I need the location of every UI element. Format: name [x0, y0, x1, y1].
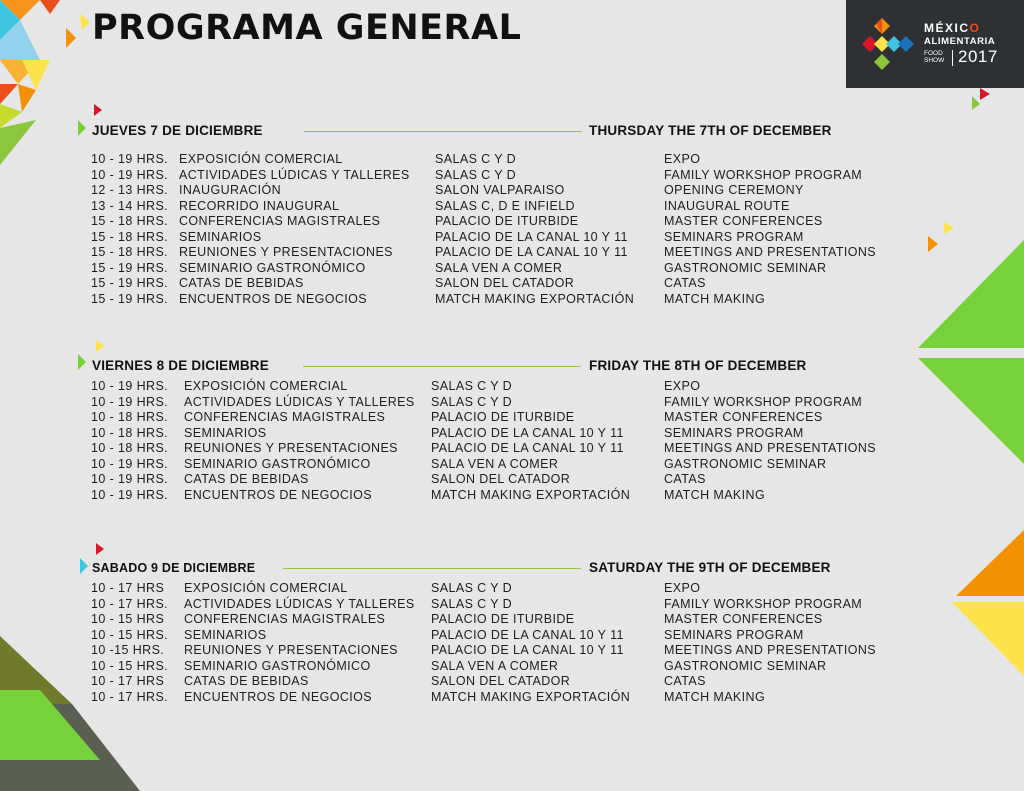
place-cell: PALACIO DE LA CANAL 10 Y 11: [431, 627, 624, 642]
time-cell: 10 - 19 HRS.: [91, 487, 169, 502]
event-es-cell: CATAS DE BEBIDAS: [184, 674, 309, 688]
time-cell: 10 - 19 HRS.: [91, 394, 169, 409]
event-en-cell: CATAS: [664, 674, 706, 688]
event-en-cell: MEETINGS AND PRESENTATIONS: [664, 245, 877, 259]
logo-food-show: FOOD SHOW: [924, 50, 945, 64]
event-en-cell: MATCH MAKING: [664, 689, 766, 704]
event-en-cell: INAUGURAL ROUTE: [664, 198, 790, 213]
place-cell: SALAS C Y D: [431, 379, 513, 393]
logo-year: 2017: [958, 47, 998, 66]
day-divider: [283, 568, 581, 569]
day-title-es: SABADO 9 DE DICIEMBRE: [92, 561, 256, 575]
event-es-cell: REUNIONES Y PRESENTACIONES: [184, 643, 398, 657]
time-cell: 10 - 18 HRS.: [91, 425, 169, 440]
place-cell: PALACIO DE ITURBIDE: [431, 410, 575, 424]
event-en-cell: CATAS: [664, 472, 706, 486]
event-es-cell: SEMINARIO GASTRONÓMICO: [184, 658, 371, 673]
logo-mark-icon: [862, 14, 918, 70]
time-cell: 15 - 19 HRS.: [91, 276, 169, 290]
place-cell: PALACIO DE LA CANAL 10 Y 11: [431, 441, 624, 455]
event-en-cell: EXPO: [664, 581, 701, 595]
event-es-cell: RECORRIDO INAUGURAL: [179, 198, 340, 213]
event-en-cell: MEETINGS AND PRESENTATIONS: [664, 441, 877, 455]
event-es-cell: CONFERENCIAS MAGISTRALES: [184, 410, 386, 424]
event-en-cell: FAMILY WORKSHOP PROGRAM: [664, 167, 863, 182]
place-cell: SALA VEN A COMER: [435, 260, 563, 275]
day-title-es: JUEVES 7 DE DICIEMBRE: [92, 123, 263, 138]
time-cell: 10 - 15 HRS.: [91, 627, 169, 642]
event-es-cell: SEMINARIO GASTRONÓMICO: [179, 260, 366, 275]
event-es-cell: SEMINARIOS: [184, 627, 267, 642]
event-es-cell: ACTIVIDADES LÚDICAS Y TALLERES: [179, 167, 410, 182]
day-title-en: FRIDAY THE 8TH OF DECEMBER: [589, 358, 807, 373]
event-en-cell: CATAS: [664, 276, 706, 290]
logo: [846, 0, 1024, 88]
event-es-cell: EXPOSICIÓN COMERCIAL: [184, 581, 348, 595]
time-cell: 10 - 17 HRS: [91, 674, 165, 688]
event-en-cell: MATCH MAKING: [664, 291, 766, 306]
day-title-en: SATURDAY THE 9TH OF DECEMBER: [589, 560, 831, 575]
event-es-cell: SEMINARIO GASTRONÓMICO: [184, 456, 371, 471]
event-en-cell: GASTRONOMIC SEMINAR: [664, 658, 827, 673]
event-es-cell: CONFERENCIAS MAGISTRALES: [179, 214, 381, 228]
event-es-cell: CONFERENCIAS MAGISTRALES: [184, 612, 386, 626]
time-cell: 10 - 18 HRS.: [91, 410, 169, 424]
place-cell: SALAS C Y D: [431, 394, 513, 409]
logo-wordmark: MÉXICO: [924, 21, 981, 35]
time-cell: 12 - 13 HRS.: [91, 183, 169, 197]
event-es-cell: CATAS DE BEBIDAS: [184, 472, 309, 486]
time-cell: 15 - 19 HRS.: [91, 291, 169, 306]
event-es-cell: EXPOSICIÓN COMERCIAL: [184, 379, 348, 393]
event-es-cell: SEMINARIOS: [184, 425, 267, 440]
day-divider: [304, 131, 582, 132]
time-cell: 10 -15 HRS.: [91, 643, 165, 657]
place-cell: SALA VEN A COMER: [431, 658, 559, 673]
event-en-cell: MATCH MAKING: [664, 487, 766, 502]
time-cell: 10 - 17 HRS.: [91, 596, 169, 611]
event-es-cell: REUNIONES Y PRESENTACIONES: [184, 441, 398, 455]
logo-alimentaria: ALIMENTARIA: [924, 36, 996, 47]
event-en-cell: FAMILY WORKSHOP PROGRAM: [664, 596, 863, 611]
time-cell: 10 - 17 HRS: [91, 581, 165, 595]
event-en-cell: GASTRONOMIC SEMINAR: [664, 260, 827, 275]
place-cell: SALON VALPARAISO: [435, 183, 565, 197]
event-en-cell: EXPO: [664, 379, 701, 393]
time-cell: 15 - 18 HRS.: [91, 229, 169, 244]
event-es-cell: ENCUENTROS DE NEGOCIOS: [179, 291, 367, 306]
time-cell: 15 - 18 HRS.: [91, 214, 169, 228]
place-cell: MATCH MAKING EXPORTACIÓN: [431, 487, 631, 502]
day-divider: [303, 366, 581, 367]
event-en-cell: SEMINARS PROGRAM: [664, 425, 804, 440]
event-en-cell: MASTER CONFERENCES: [664, 410, 823, 424]
event-es-cell: REUNIONES Y PRESENTACIONES: [179, 245, 393, 259]
event-en-cell: OPENING CEREMONY: [664, 183, 804, 197]
event-es-cell: INAUGURACIÓN: [179, 183, 282, 197]
event-es-cell: ENCUENTROS DE NEGOCIOS: [184, 689, 372, 704]
place-cell: SALON DEL CATADOR: [431, 674, 571, 688]
event-es-cell: SEMINARIOS: [179, 229, 262, 244]
event-en-cell: GASTRONOMIC SEMINAR: [664, 456, 827, 471]
time-cell: 10 - 15 HRS: [91, 612, 165, 626]
place-cell: PALACIO DE ITURBIDE: [435, 214, 579, 228]
event-en-cell: MASTER CONFERENCES: [664, 612, 823, 626]
time-cell: 13 - 14 HRS.: [91, 198, 169, 213]
place-cell: SALAS C Y D: [435, 167, 517, 182]
event-en-cell: SEMINARS PROGRAM: [664, 229, 804, 244]
event-en-cell: FAMILY WORKSHOP PROGRAM: [664, 394, 863, 409]
place-cell: SALAS C, D E INFIELD: [435, 198, 575, 213]
time-cell: 10 - 19 HRS.: [91, 167, 169, 182]
time-cell: 10 - 19 HRS.: [91, 379, 169, 393]
event-es-cell: ACTIVIDADES LÚDICAS Y TALLERES: [184, 394, 415, 409]
place-cell: PALACIO DE ITURBIDE: [431, 612, 575, 626]
day-title-es: VIERNES 8 DE DICIEMBRE: [92, 358, 269, 373]
event-en-cell: MEETINGS AND PRESENTATIONS: [664, 643, 877, 657]
event-en-cell: EXPO: [664, 152, 701, 166]
place-cell: SALON DEL CATADOR: [435, 276, 575, 290]
place-cell: SALA VEN A COMER: [431, 456, 559, 471]
event-en-cell: SEMINARS PROGRAM: [664, 627, 804, 642]
place-cell: PALACIO DE LA CANAL 10 Y 11: [435, 229, 628, 244]
time-cell: 10 - 15 HRS.: [91, 658, 169, 673]
time-cell: 10 - 17 HRS.: [91, 689, 169, 704]
place-cell: SALAS C Y D: [431, 581, 513, 595]
place-cell: SALON DEL CATADOR: [431, 472, 571, 486]
place-cell: MATCH MAKING EXPORTACIÓN: [431, 689, 631, 704]
page-title: PROGRAMA GENERAL: [92, 8, 522, 48]
time-cell: 15 - 19 HRS.: [91, 260, 169, 275]
time-cell: 10 - 18 HRS.: [91, 441, 169, 455]
time-cell: 10 - 19 HRS.: [91, 152, 169, 166]
place-cell: PALACIO DE LA CANAL 10 Y 11: [435, 245, 628, 259]
place-cell: SALAS C Y D: [431, 596, 513, 611]
logo-divider: [952, 50, 953, 66]
event-es-cell: EXPOSICIÓN COMERCIAL: [179, 152, 343, 166]
event-es-cell: ENCUENTROS DE NEGOCIOS: [184, 487, 372, 502]
place-cell: MATCH MAKING EXPORTACIÓN: [435, 291, 635, 306]
event-es-cell: ACTIVIDADES LÚDICAS Y TALLERES: [184, 596, 415, 611]
place-cell: SALAS C Y D: [435, 152, 517, 166]
time-cell: 15 - 18 HRS.: [91, 245, 169, 259]
time-cell: 10 - 19 HRS.: [91, 472, 169, 486]
time-cell: 10 - 19 HRS.: [91, 456, 169, 471]
day-title-en: THURSDAY THE 7TH OF DECEMBER: [589, 123, 832, 138]
place-cell: PALACIO DE LA CANAL 10 Y 11: [431, 643, 624, 657]
event-en-cell: MASTER CONFERENCES: [664, 214, 823, 228]
place-cell: PALACIO DE LA CANAL 10 Y 11: [431, 425, 624, 440]
event-es-cell: CATAS DE BEBIDAS: [179, 276, 304, 290]
